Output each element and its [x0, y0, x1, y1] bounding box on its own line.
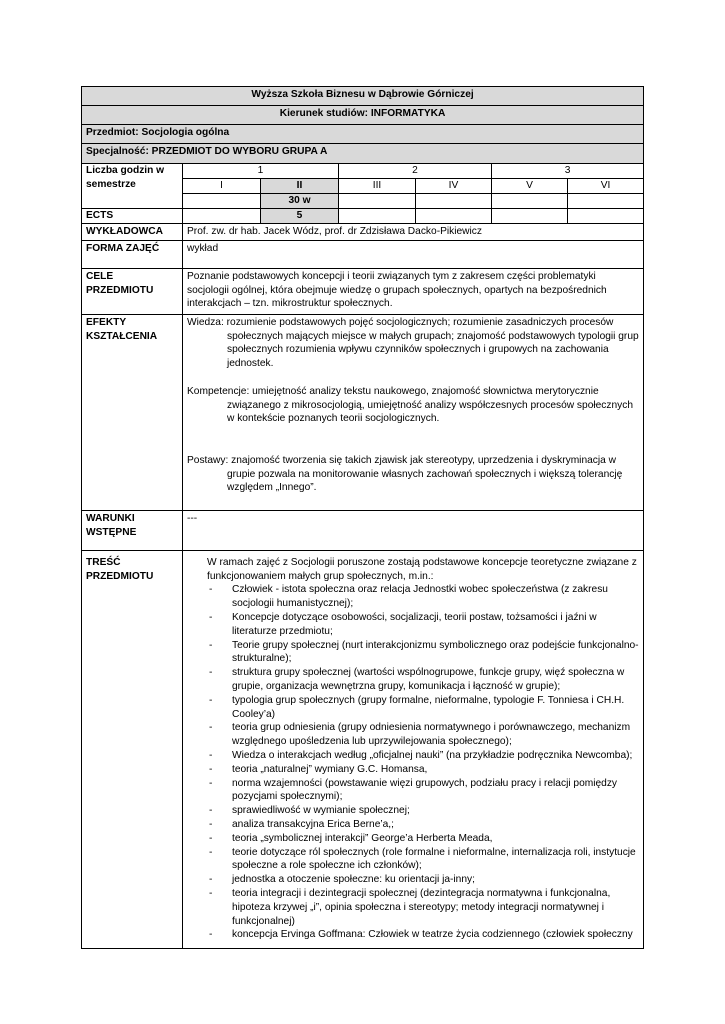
tresc-item-text: analiza transakcyjna Erica Berne’a,;: [232, 818, 394, 830]
semester-4: IV: [416, 179, 492, 194]
tresc-item: [187, 666, 639, 694]
ects-value: 5: [261, 209, 339, 224]
semester-3: III: [339, 179, 416, 194]
bullet-dash: -: [209, 584, 213, 596]
tresc-item: [187, 818, 639, 832]
tresc-item-text: Koncepcje dotyczące osobowości, socjalizacji, teorii postaw, tożsamości i jaźni w literaturze przedmiotu;: [232, 611, 597, 637]
tresc-item-text: struktura grupy społecznej (wartości wspólnogrupowe, funkcje grupy, więź społeczna w grupie, organizacja wewnętrzna grupy, komunikacja i łączność w grupie);: [232, 667, 625, 692]
cele-label: CELE PRZEDMIOTU: [82, 268, 183, 314]
tresc-item: [187, 777, 639, 805]
tresc-item-text: Człowiek - istota społeczna oraz relacja Jednostki wobec społeczeństwa (z zakresu socjologii humanistycznej);: [232, 584, 608, 610]
bullet-dash: -: [209, 763, 213, 775]
tresc-label: TREŚĆ PRZEDMIOTU: [82, 550, 183, 948]
tresc-item: [187, 928, 639, 942]
tresc-item: [187, 639, 639, 667]
forma-value: wykład: [183, 240, 644, 268]
tresc-item-text: teoria „symbolicznej interakcji” George’a Herberta Meada,: [232, 832, 493, 844]
tresc-item: [187, 832, 639, 846]
semester-2: II: [261, 179, 339, 194]
tresc-item: [187, 887, 639, 928]
tresc-item-text: teorie dotyczące ról społecznych (role formalne i nieformalne, internalizacja roli, instytucje społeczne a role społeczne ich członków);: [232, 846, 636, 872]
bullet-dash: -: [209, 777, 213, 789]
tresc-item: [187, 694, 639, 722]
specjalnosc: Specjalność: PRZEDMIOT DO WYBORU GRUPA A: [82, 144, 644, 164]
efekty-label: EFEKTY KSZTAŁCENIA: [82, 314, 183, 510]
tresc-item-text: teoria grup odniesienia (grupy odniesienia normatywnego i porównawczego, mechanizm względnego upośledzenia lub uprzywilejowania społecznego);: [232, 722, 631, 748]
efekty-value: [183, 314, 644, 510]
semester-6: VI: [568, 179, 644, 194]
bullet-dash: -: [209, 639, 213, 651]
tresc-item-text: norma wzajemności (powstawanie więzi grupowych, podziału pracy i relacji pomiędzy pozycjami społecznymi);: [232, 777, 618, 803]
bullet-dash: -: [209, 722, 213, 734]
tresc-item-text: teoria „naturalnej” wymiany G.C. Homansa,: [232, 763, 428, 775]
bullet-dash: -: [209, 667, 213, 679]
ects-label: ECTS: [82, 209, 183, 224]
tresc-item-text: jednostka a otoczenie społeczne: ku orientacji ja-inny;: [232, 874, 475, 886]
bullet-dash: -: [209, 818, 213, 830]
tresc-item: [187, 611, 639, 639]
tresc-item: [187, 804, 639, 818]
efekty-kompetencje: Kompetencje: umiejętność analizy tekstu naukowego, znajomość słownictwa merytorycznie związanego z mikrosocjologią, umiejętność analizy współczesnych procesów społecznych w kontekście poznanych teorii socjologicznych.: [187, 385, 633, 425]
tresc-item: [187, 763, 639, 777]
tresc-item: [187, 846, 639, 874]
bullet-dash: -: [209, 887, 213, 899]
tresc-item: [187, 749, 639, 763]
wykladowca-label: WYKŁADOWCA: [82, 224, 183, 241]
year-2: 2: [339, 164, 492, 179]
warunki-label: WARUNKI WSTĘPNE: [82, 510, 183, 550]
bullet-dash: -: [209, 846, 213, 858]
school-name: Wyższa Szkoła Biznesu w Dąbrowie Górniczej: [82, 87, 644, 106]
tresc-item-text: koncepcja Ervinga Goffmana: Człowiek w teatrze życia codziennego (człowiek społeczny: [232, 929, 633, 941]
bullet-dash: -: [209, 874, 213, 886]
tresc-item-text: Teorie grupy społecznej (nurt interakcjonizmu symbolicznego oraz podejście funkcjonalno-strukturalne);: [232, 639, 639, 665]
bullet-dash: -: [209, 929, 213, 941]
efekty-postawy: Postawy: znajomość tworzenia się takich zjawisk jak stereotypy, uprzedzenia i dyskryminacja w grupie pozwala na monitorowanie własnych zachowań społecznych i większą tolerancję względem „Innego”.: [187, 454, 623, 494]
year-1: 1: [183, 164, 339, 179]
wykladowca-value: Prof. zw. dr hab. Jacek Wódz, prof. dr Zdzisława Dacko-Pikiewicz: [183, 224, 644, 241]
tresc-item-text: sprawiedliwość w wymianie społecznej;: [232, 805, 410, 817]
tresc-item-text: teoria integracji i dezintegracji społecznej (dezintegracja normatywna i funkcjonalna, hipoteza krzywej „i”, opinia społeczna i stereotypy; metody integracji normatywnej i funkcjonalnej): [232, 887, 611, 927]
bullet-dash: -: [209, 832, 213, 844]
tresc-value: [183, 550, 644, 948]
tresc-intro: W ramach zajęć z Socjologii poruszone zostają podstawowe koncepcje teoretyczne związane z funkcjonowaniem małych grup społecznych, m.in.:: [207, 556, 637, 582]
hours-label: Liczba godzin w semestrze: [82, 164, 183, 209]
hours-value: 30 w: [261, 194, 339, 209]
efekty-wiedza: Wiedza: rozumienie podstawowych pojęć socjologicznych; rozumienie zasadniczych procesów społecznych mających miejsce w małych grupach; znajomość podstawowych typologii grup społecznych rozumienia wpływu czynników społecznych i grupowych na zachowania jednostek.: [187, 316, 639, 370]
cele-value: Poznanie podstawowych koncepcji i teorii związanych tym z zakresem części problematyki socjologii ogólnej, która obejmuje wiedzę o grupach społecznych, opartych na bezpośrednich interakcjach – tzn. mikrostruktur społecznych.: [183, 268, 644, 314]
semester-5: V: [492, 179, 568, 194]
semester-1: I: [183, 179, 261, 194]
forma-label: FORMA ZAJĘĆ: [82, 240, 183, 268]
warunki-value: ---: [183, 510, 644, 550]
tresc-item-text: typologia grup społecznych (grupy formalne, nieformalne, typologie F. Tonniesa i CH.H. Cooley’a): [232, 694, 625, 720]
year-3: 3: [492, 164, 644, 179]
bullet-dash: -: [209, 611, 213, 623]
tresc-item: [187, 721, 639, 749]
kierunek: Kierunek studiów: INFORMATYKA: [82, 106, 644, 125]
bullet-dash: -: [209, 805, 213, 817]
syllabus-table: [81, 86, 644, 949]
bullet-dash: -: [209, 694, 213, 706]
przedmiot: Przedmiot: Socjologia ogólna: [82, 125, 644, 144]
tresc-list: [187, 583, 639, 942]
tresc-item: [187, 873, 639, 887]
bullet-dash: -: [209, 749, 213, 761]
tresc-item-text: Wiedza o interakcjach według „oficjalnej nauki” (na przykładzie podręcznika Newcomba);: [232, 749, 633, 761]
tresc-item: [187, 583, 639, 611]
